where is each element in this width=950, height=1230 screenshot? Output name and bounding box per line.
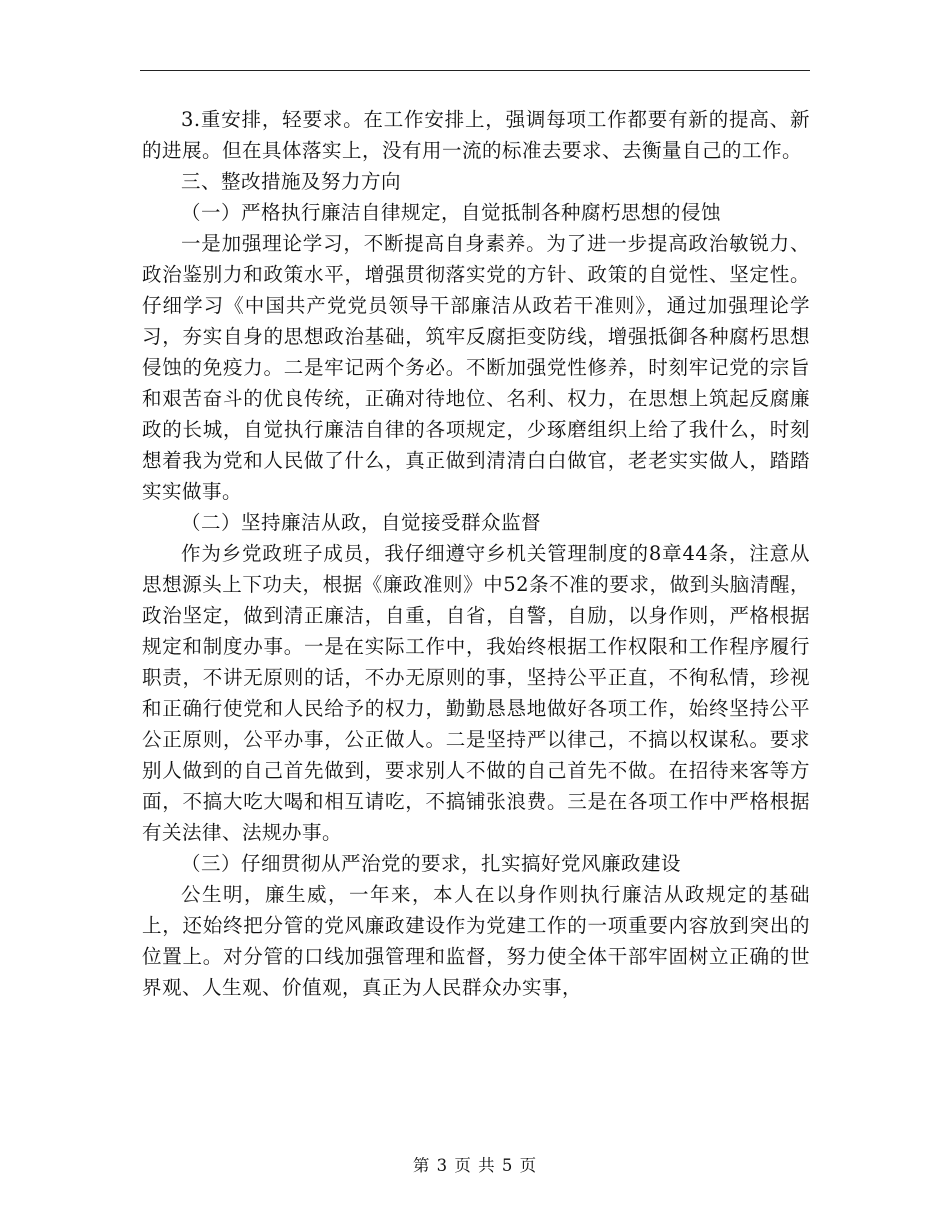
- subsection-heading: （一）严格执行廉洁自律规定，自觉抵制各种腐朽思想的侵蚀: [181, 201, 722, 224]
- subsection-heading: （三）仔细贯彻从严治党的要求，扎实搞好党风廉政建设: [181, 852, 682, 875]
- page-footer: [0, 1152, 950, 1176]
- page-number: 第 3 页 共 5 页: [412, 1156, 538, 1175]
- paragraph: 公生明，廉生威，一年来，本人在以身作则执行廉洁从政规定的基础上，还始终把分管的党风廉政建设作为党建工作的一项重要内容放到突出的位置上。对分管的口线加强管理和监督，努力使全体干部牢固树立正确的世界观、人生观、价值观，真正为人民群众办实事，: [142, 883, 810, 999]
- document-body: [142, 104, 810, 1003]
- header-rule: [140, 70, 810, 71]
- subsection-heading: （二）坚持廉洁从政，自觉接受群众监督: [181, 511, 542, 534]
- paragraph: 一是加强理论学习，不断提高自身素养。为了进一步提高政治敏锐力、政治鉴别力和政策水平，增强贯彻落实党的方针、政策的自觉性、坚定性。仔细学习《中国共产党党员领导干部廉洁从政若干准则》，通过加强理论学习，夯实自身的思想政治基础，筑牢反腐拒变防线，增强抵御各种腐朽思想侵蚀的免疫力。二是牢记两个务必。不断加强党性修养，时刻牢记党的宗旨和艰苦奋斗的优良传统，正确对待地位、名利、权力，在思想上筑起反腐廉政的长城，自觉执行廉洁自律的各项规定，少琢磨组织上给了我什么，时刻想着我为党和人民做了什么，真正做到清清白白做官，老老实实做人，踏踏实实做事。: [142, 232, 810, 503]
- section-heading: 三、整改措施及努力方向: [181, 170, 402, 193]
- paragraph: 作为乡党政班子成员，我仔细遵守乡机关管理制度的8章44条，注意从思想源头上下功夫，根据《廉政准则》中52条不准的要求，做到头脑清醒，政治坚定，做到清正廉洁，自重，自省，自警，自励，以身作则，严格根据规定和制度办事。一是在实际工作中，我始终根据工作权限和工作程序履行职责，不讲无原则的话，不办无原则的事，坚持公平正直，不徇私情，珍视和正确行使党和人民给予的权力，勤勤恳恳地做好各项工作，始终坚持公平公正原则，公平办事，公正做人。二是坚持严以律己，不搞以权谋私。要求别人做到的自己首先做到，要求别人不做的自己首先不做。在招待来客等方面，不搞大吃大喝和相互请吃，不搞铺张浪费。三是在各项工作中严格根据有关法律、法规办事。: [142, 542, 810, 844]
- paragraph: 3.重安排，轻要求。在工作安排上，强调每项工作都要有新的提高、新的进展。但在具体落实上，没有用一流的标准去要求、去衡量自己的工作。: [142, 108, 810, 162]
